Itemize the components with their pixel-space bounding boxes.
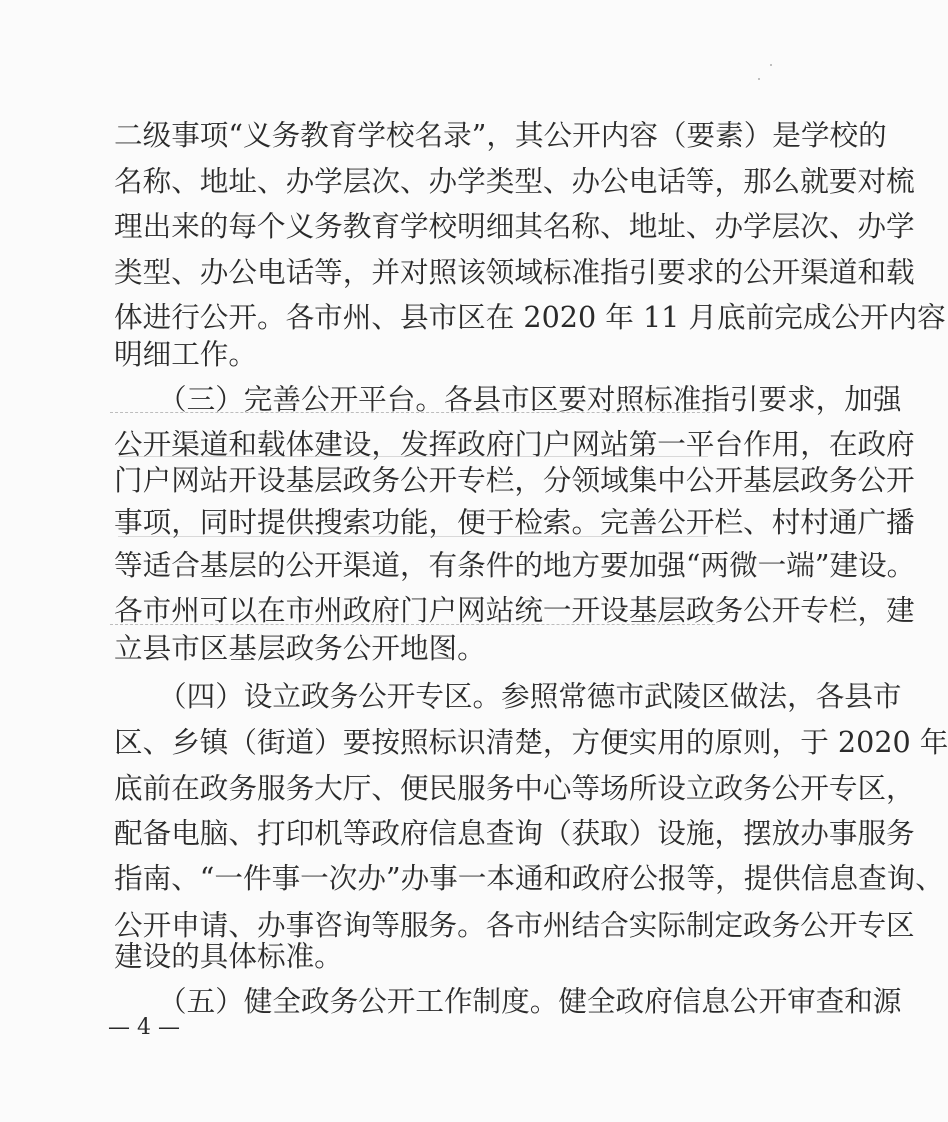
text-line: 体进行公开。各市州、县市区在 2020 年 11 月底前完成公开内容 [114,300,946,334]
text-line: 理出来的每个义务教育学校明细其名称、地址、办学层次、办学 [114,209,915,243]
text-line: 公开渠道和载体建设，发挥政府门户网站第一平台作用，在政府 [114,427,915,461]
scan-speck [758,78,760,80]
text-line: 立县市区基层政务公开地图。 [114,631,486,665]
text-line: 名称、地址、办学层次、办学类型、办公电话等，那么就要对梳 [114,164,915,198]
text-line: 公开申请、办事咨询等服务。各市州结合实际制定政务公开专区 [114,908,915,942]
text-line: 建设的具体标准。 [114,939,343,973]
section-heading-line: （三）完善公开平台。各县市区要对照标准指引要求，加强 [158,382,902,416]
scan-artifact-line [118,456,708,457]
section-heading-line: （五）健全政务公开工作制度。健全政府信息公开审查和源 [158,984,902,1018]
scan-artifact-line [110,412,715,413]
text-line: 事项，同时提供搜索功能，便于检索。完善公开栏、村村通广播 [114,505,915,539]
scan-artifact-line [110,624,715,625]
page-number: — 4 — [108,1015,180,1040]
text-line: 门户网站开设基层政务公开专栏，分领域集中公开基层政务公开 [114,463,915,497]
scan-artifact-line [118,536,708,537]
text-line: 区、乡镇（街道）要按照标识清楚，方便实用的原则，于 2020 年 [114,725,948,759]
scan-speck [770,64,772,66]
text-line: 类型、办公电话等，并对照该领域标准指引要求的公开渠道和载 [114,255,915,289]
section-heading-line: （四）设立政务公开专区。参照常德市武陵区做法，各县市 [158,679,902,713]
text-line: 指南、“一件事一次办”办事一本通和政府公报等，提供信息查询、 [114,861,944,895]
text-line: 底前在政务服务大厅、便民服务中心等场所设立政务公开专区， [114,771,915,805]
text-line: 二级事项“义务教育学校名录”，其公开内容（要素）是学校的 [114,118,887,152]
text-line: 等适合基层的公开渠道，有条件的地方要加强“两微一端”建设。 [114,548,916,582]
text-line: 配备电脑、打印机等政府信息查询（获取）设施，摆放办事服务 [114,816,915,850]
text-line: 各市州可以在市州政府门户网站统一开设基层政务公开专栏，建 [114,593,915,627]
text-line: 明细工作。 [114,337,257,371]
